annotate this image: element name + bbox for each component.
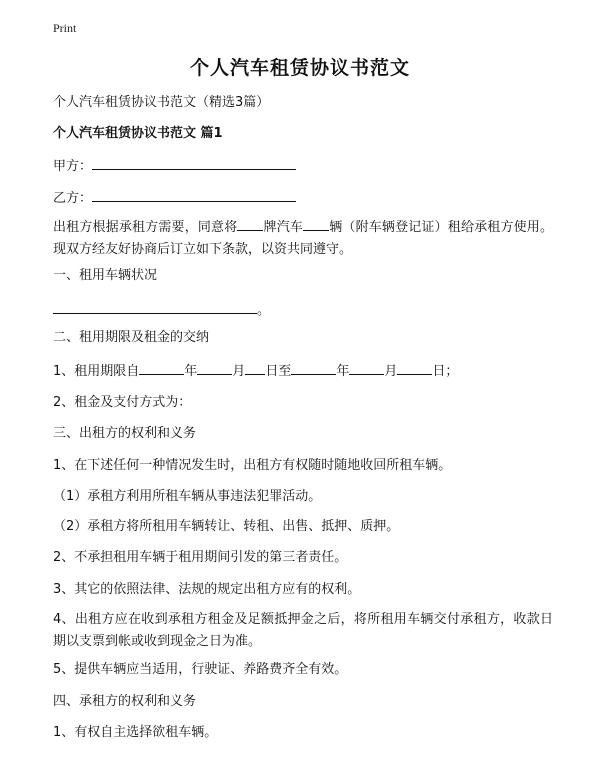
term-day2-label: 日； (432, 364, 459, 379)
term-month1-label: 月 (232, 364, 246, 379)
vehicle-status-period: 。 (257, 303, 271, 318)
item-3-3: 3、其它的依照法律、法规的规定出租方应有的权利。 (53, 582, 361, 597)
section-heading: 个人汽车租赁协议书范文 篇1 (53, 126, 223, 141)
term-year2-blank (291, 360, 336, 375)
item-4-1: 1、有权自主选择欲租车辆。 (53, 725, 218, 740)
term-month2-blank (349, 360, 384, 375)
term-prefix: 1、租用期限自 (53, 364, 140, 379)
intro-text-2: 牌汽车 (263, 220, 304, 235)
party-b-label: 乙方： (53, 191, 93, 206)
rent-payment: 2、租金及支付方式为： (53, 395, 192, 410)
vehicle-status-blank (53, 299, 257, 314)
term-row (53, 360, 458, 382)
party-a-label: 甲方： (53, 159, 93, 174)
page-title: 个人汽车租赁协议书范文 (189, 57, 410, 79)
party-b-blank (92, 187, 296, 202)
item-3-1-b: （2）承租方将所租用车辆转让、转租、出售、抵押、质押。 (53, 519, 400, 534)
print-link[interactable]: Print (53, 21, 77, 35)
party-a-blank (92, 155, 296, 170)
item-3-1-a: （1）承租方利用所租车辆从事违法犯罪活动。 (53, 489, 322, 504)
item-3-1: 1、在下述任何一种情况发生时，出租方有权随时随地收回所租车辆。 (53, 458, 452, 473)
plate-blank (237, 216, 263, 231)
section-1-heading: 一、租用车辆状况 (53, 268, 158, 283)
term-day1-to-label: 日至 (265, 364, 292, 379)
party-b-row (53, 187, 296, 209)
intro-paragraph (53, 216, 553, 261)
vehicle-status-row (53, 299, 270, 321)
term-day1-blank (245, 360, 265, 375)
term-year2-label: 年 (336, 364, 350, 379)
section-3-heading: 三、出租方的权利和义务 (53, 426, 197, 441)
party-a-row (53, 155, 296, 177)
term-month1-blank (197, 360, 232, 375)
section-2-heading: 二、租用期限及租金的交纳 (53, 330, 210, 345)
section-4-heading: 四、承租方的权利和义务 (53, 694, 197, 709)
item-3-2: 2、不承担租用车辆于租用期间引发的第三者责任。 (53, 550, 348, 565)
term-year1-label: 年 (184, 364, 198, 379)
intro-text-1: 出租方根据承租方需要，同意将 (53, 220, 238, 235)
term-year1-blank (139, 360, 184, 375)
vehicle-count-blank (303, 216, 329, 231)
intro-text-3: 辆（附车辆登记证）租给承租方使用。现双方经友好协商后订立如下条款，以资共同遵守。 (53, 220, 553, 257)
term-month2-label: 月 (384, 364, 398, 379)
item-3-4: 4、出租方应在收到承租方租金及足额抵押金之后，将所租用车辆交付承租方，收款日期以支票到帐或收到现金之日为准。 (53, 612, 553, 649)
subtitle: 个人汽车租赁协议书范文（精选3篇） (53, 95, 270, 110)
term-day2-blank (397, 360, 432, 375)
item-3-5: 5、提供车辆应当适用，行驶证、养路费齐全有效。 (53, 662, 348, 677)
